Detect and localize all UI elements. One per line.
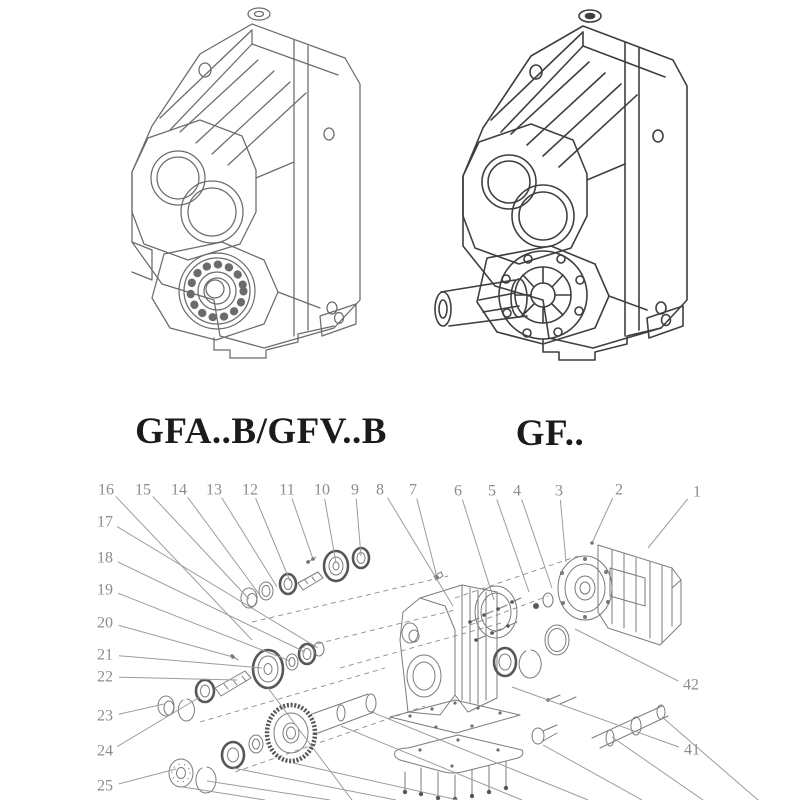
- part-number-16: 16: [98, 481, 114, 499]
- leader-line-cutoff-4: [183, 787, 265, 800]
- part-number-13: 13: [206, 481, 222, 499]
- part-number-25: 25: [97, 777, 113, 795]
- coupling-shaft-parts: [532, 695, 668, 748]
- part-number-15: 15: [135, 481, 151, 499]
- leader-line-11: [292, 498, 313, 559]
- leader-line-7: [417, 499, 437, 577]
- figure-label-gfab-gfvb: GFA..B/GFV..B: [135, 411, 387, 452]
- leader-line-5: [497, 499, 529, 592]
- leader-line-1: [648, 499, 688, 548]
- leader-line-cutoff-5: [293, 763, 458, 800]
- leader-line-25: [119, 769, 176, 784]
- part-number-19: 19: [97, 581, 113, 599]
- leader-line-18: [118, 562, 305, 652]
- leader-dot-11: [311, 557, 315, 561]
- leader-line-15: [153, 496, 249, 599]
- part-number-7: 7: [409, 481, 417, 499]
- leader-dot-20: [231, 655, 235, 659]
- part-number-3: 3: [555, 482, 563, 500]
- part-number-23: 23: [97, 707, 113, 725]
- leader-line-4: [522, 499, 552, 588]
- output-shaft-assembly: [169, 694, 376, 793]
- leader-line-cutoff-10: [662, 717, 758, 800]
- part-number-24: 24: [97, 742, 113, 760]
- leader-line-17: [117, 527, 318, 648]
- part-number-14: 14: [171, 481, 187, 499]
- part-number-17: 17: [97, 513, 113, 531]
- leader-line-41: [512, 687, 679, 747]
- part-number-18: 18: [97, 549, 113, 567]
- leader-line-13: [222, 498, 277, 587]
- intermediate-shaft-assembly: [158, 642, 324, 721]
- leader-line-cutoff-8: [543, 745, 642, 800]
- leader-line-3: [560, 500, 566, 562]
- part-number-42: 42: [683, 676, 699, 694]
- leader-line-42: [575, 629, 678, 681]
- leader-line-cutoff-2: [233, 768, 396, 800]
- part-number-12: 12: [242, 481, 258, 499]
- bottom-gasket: [390, 700, 520, 733]
- part-number-41: 41: [684, 741, 700, 759]
- part-number-8: 8: [376, 481, 384, 499]
- figure-label-gf: GF..: [515, 413, 585, 454]
- bottom-cover-plate: [395, 735, 523, 773]
- assembly-axis-lines: [200, 556, 578, 772]
- output-seal-rings: [475, 586, 569, 678]
- leader-line-6: [462, 500, 494, 600]
- leader-line-16: [116, 496, 252, 640]
- part-number-21: 21: [97, 646, 113, 664]
- leader-line-20: [119, 625, 233, 657]
- part-number-9: 9: [351, 481, 359, 499]
- cover-bolts: [403, 762, 508, 800]
- leader-line-cutoff-6: [341, 726, 522, 800]
- part-number-11: 11: [279, 481, 295, 499]
- leader-line-2: [592, 498, 613, 543]
- part-number-6: 6: [454, 482, 462, 500]
- part-number-20: 20: [97, 614, 113, 632]
- leader-line-12: [256, 498, 290, 581]
- leader-dot-2: [590, 541, 594, 545]
- part-number-4: 4: [513, 482, 521, 500]
- thrust-bearing-balls: [172, 764, 190, 782]
- leader-line-21: [119, 656, 262, 668]
- callout-layer: [97, 482, 758, 800]
- part-number-5: 5: [488, 482, 496, 500]
- leader-line-23: [119, 704, 164, 714]
- leader-line-22: [119, 677, 237, 680]
- part-number-22: 22: [97, 668, 113, 686]
- part-number-1: 1: [693, 483, 701, 501]
- part-number-10: 10: [314, 481, 330, 499]
- part-number-2: 2: [615, 481, 623, 499]
